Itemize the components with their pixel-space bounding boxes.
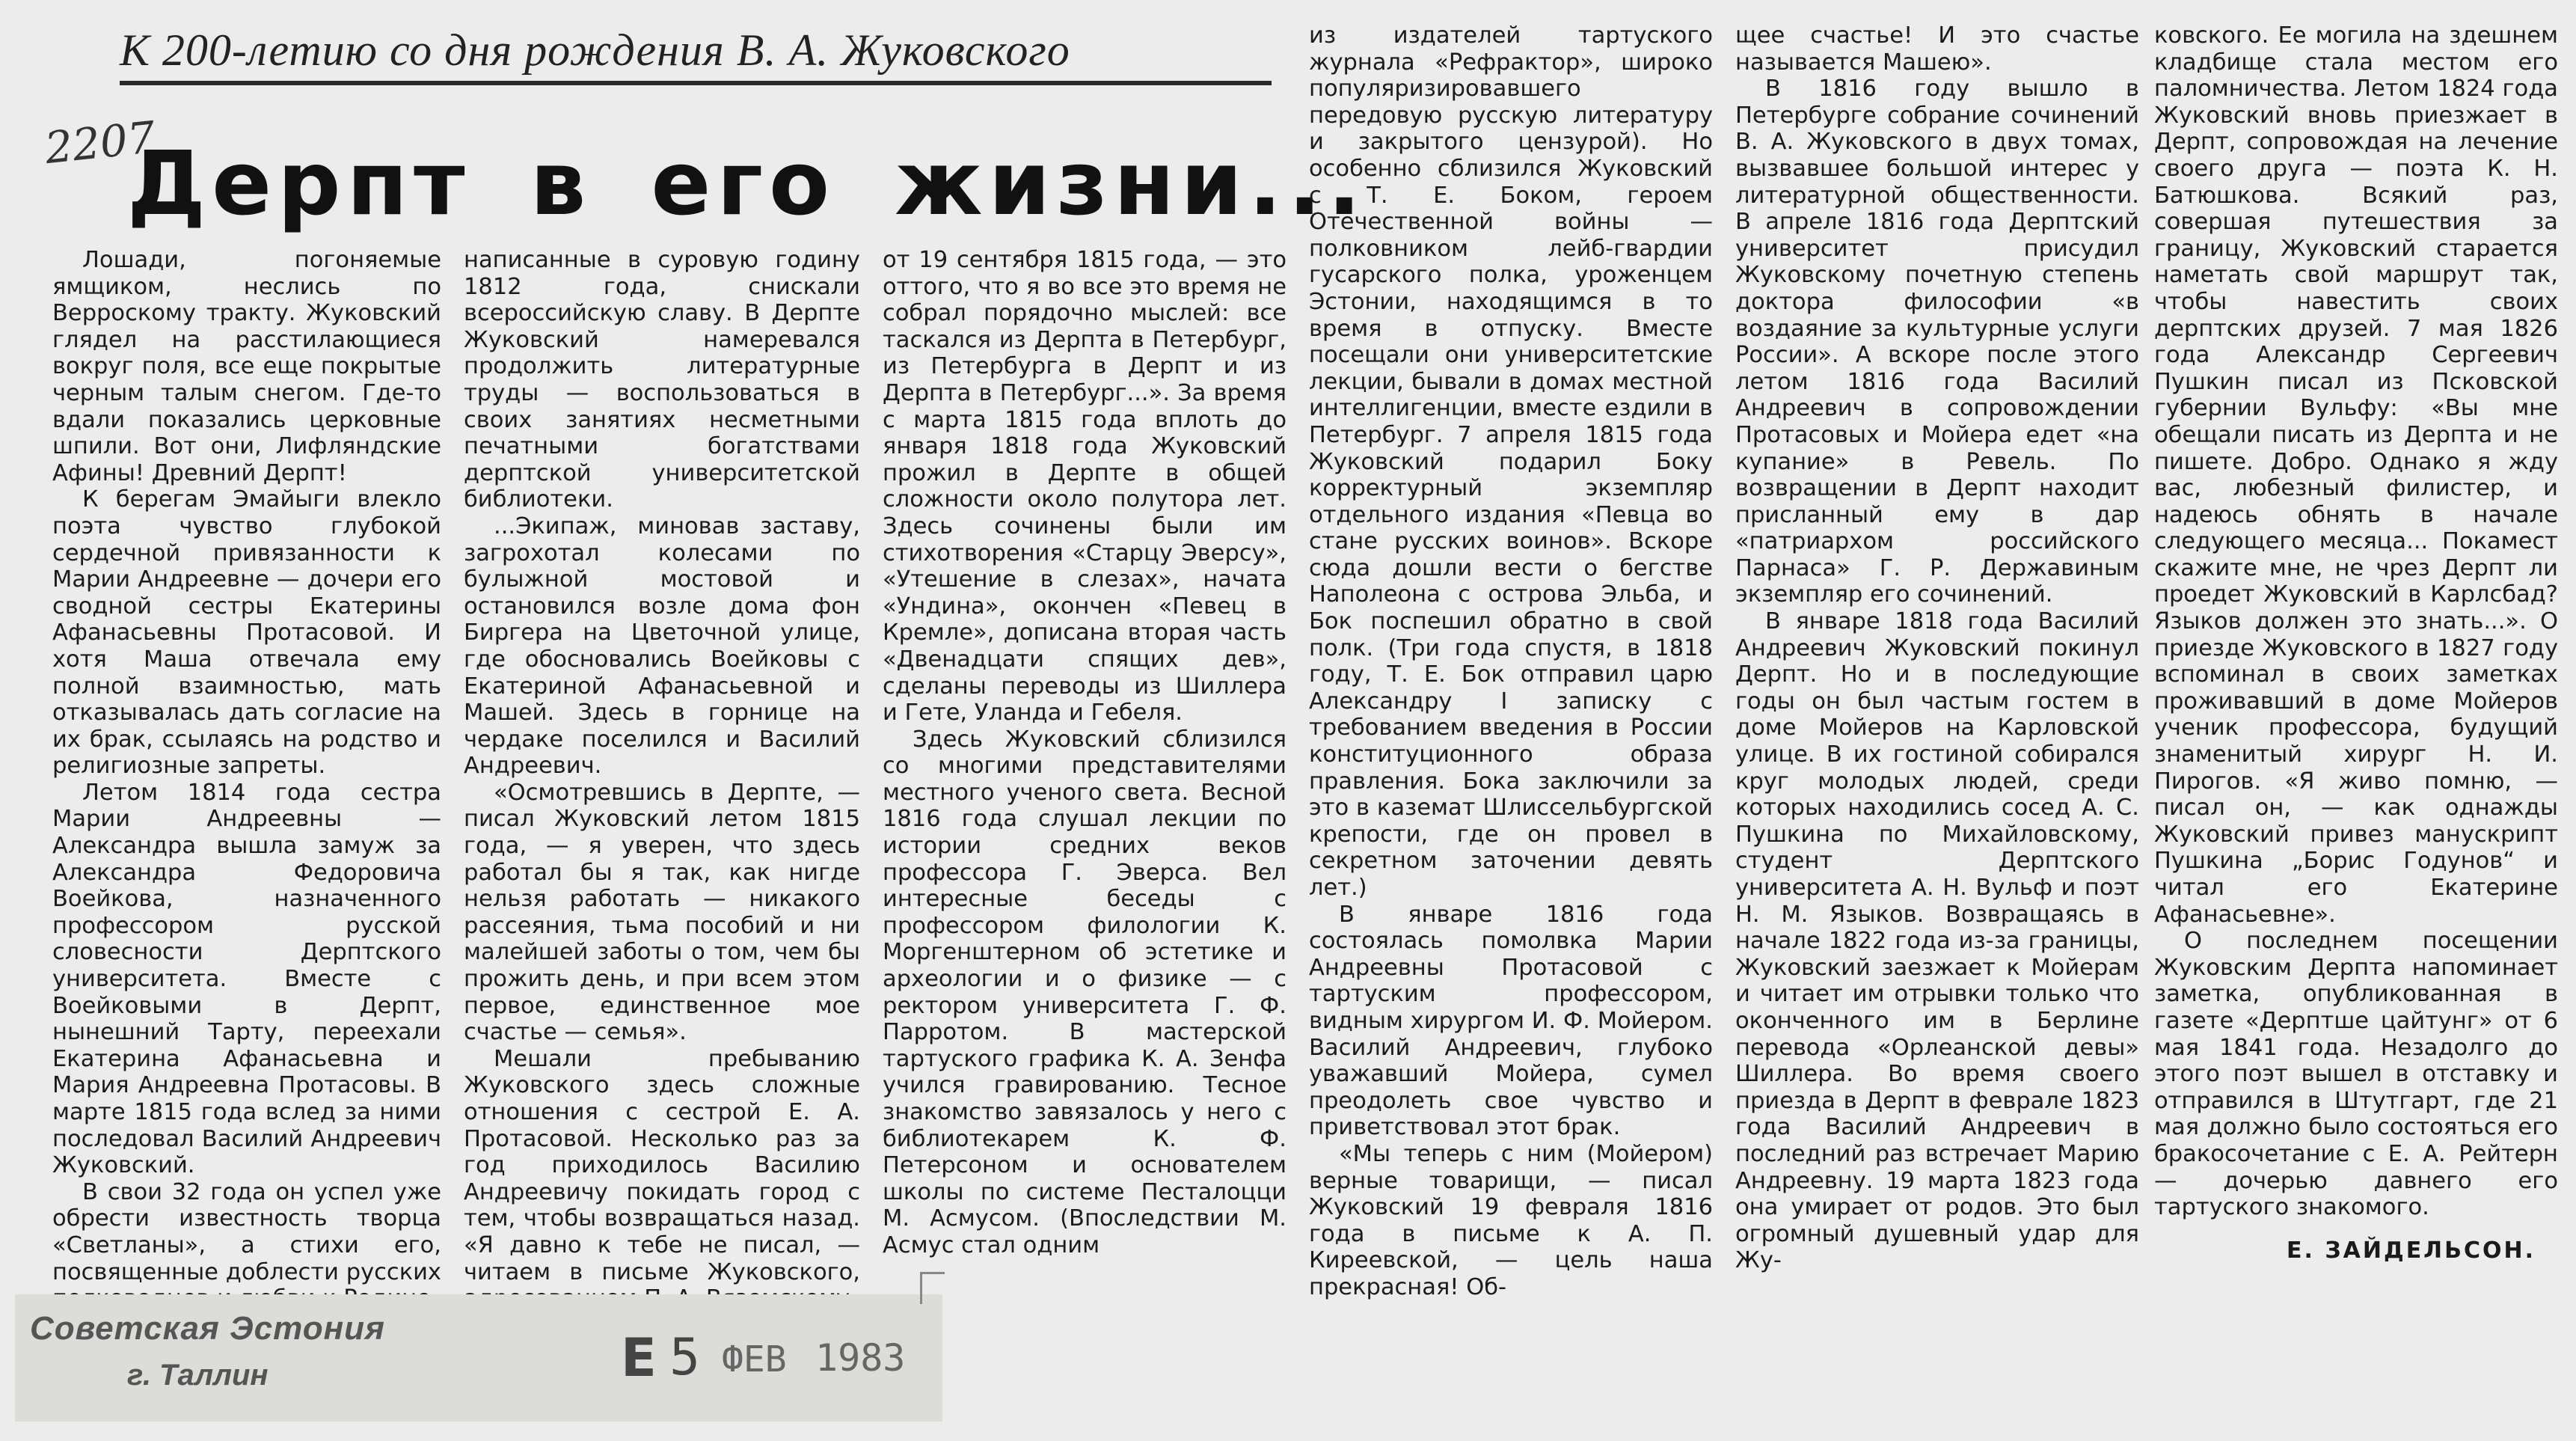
article-column-5 (1735, 22, 2139, 1274)
stamp-newspaper-name: Советская Эстония (30, 1310, 385, 1347)
kicker-rule (120, 81, 1272, 85)
stamp-day: 5 (669, 1328, 700, 1387)
paragraph: К берегам Эмайыги влекло поэта чувство глубокой сердечной привязанности к Марии Андреевне — дочери его сводной сестры Екатерины Афанасьевны Протасовой. И хотя Маша отвечала ему полной взаимностью, мать отказывалась дать согласие на их брак, ссылаясь на родство и религиозные запреты. (52, 486, 441, 780)
paragraph: от 19 сентября 1815 года, — это оттого, что я во все это время не собрал порядочно мыслей: все таскался из Дерпта в Петербург, из Петербурга в Дерпт и из Дерпта в Петербург...». За время с марта 1815 года вплоть до января 1818 года Жуковский прожил в Дерпте в общей сложности около полутора лет. Здесь сочинены были им стихотворения «Старцу Эверсу», «Утешение в слезах», начата «Ундина», окончен «Певец в Кремле», дописана вторая часть «Двенадцати спящих дев», сделаны переводы из Шиллера и Гете, Уланда и Гебеля. (883, 247, 1287, 726)
stamp-year: 1983 (815, 1336, 906, 1380)
paragraph: ...Экипаж, миновав заставу, загрохотал колесами по булыжной мостовой и остановился возле дома фон Биргера на Цветочной улице, где обосновались Воейковы с Екатериной Афанасьевной и Машей. Здесь в горнице на чердаке поселился и Василий Андреевич. (464, 513, 860, 780)
article-headline: Дерпт в его жизни... (127, 132, 1367, 235)
handwritten-archive-number: 2207 (42, 111, 158, 174)
paragraph: «Мы теперь с ним (Мойером) верные товарищи, — писал Жуковский 19 февраля 1816 года в письме к А. П. Киреевской, — цель наша прекрасная! Об- (1309, 1140, 1713, 1300)
article-column-6 (2154, 22, 2558, 1264)
article-column-3 (883, 247, 1287, 1264)
paragraph: написанные в суровую годину 1812 года, снискали всероссийскую славу. В Дерпте Жуковский намеревался продолжить литературные труды — воспользоваться в своих занятиях несметными печатными богатствами дерптской университетской библиотеки. (464, 247, 860, 513)
article-column-4 (1309, 22, 1713, 1300)
clipping-corner-edge (920, 1272, 945, 1304)
paragraph: «Осмотревшись в Дерпте, — писал Жуковский летом 1815 года, — я уверен, что здесь работал бы я так, как нигде нельзя работать — никакого рассеяния, тьма пособий и ни малейшей заботы о том, чем бы прожить день, и при всем этом первое, единственное мое счастье — семья». (464, 779, 860, 1046)
article-column-2 (464, 247, 860, 1285)
paragraph: В свои 32 года он успел уже обрести известность творца «Светланы», а стихи его, посвященные доблести русских (52, 1178, 441, 1285)
article-kicker: К 200-летию со дня рождения В. А. Жуковского (120, 25, 1070, 75)
paragraph: Летом 1814 года сестра Марии Андреевны — Александра вышла замуж за Александра Федоровича Воейкова, назначенного профессором русской словесности Дерптского университета. Вместе с Воейковыми в Дерпт, нынешний Тарту, переехали Екатерина Афанасьевна и Мария Андреевна Протасовы. В марте 1815 года вслед за ними последовал Василий Андреевич Жуковский. (52, 779, 441, 1179)
author-signature: Е. ЗАЙДЕЛЬСОН. (2287, 1237, 2536, 1264)
paragraph: О последнем посещении Жуковским Дерпта напоминает заметка, опубликованная в газете «Дерптше цайтунг» от 6 мая 1841 года. Незадолго до этого поэт вышел в отставку и отправился в Штутгарт, где 21 мая должно было состояться его бракосочетание с Е. А. Рейтерн — дочерью давнего его тартуского знакомого. (2154, 928, 2558, 1221)
paragraph: В январе 1816 года состоялась помолвка Марии Андреевны Протасовой с тартуским профессором, видным хирургом И. Ф. Мойером. Василий Андреевич, глубоко уважавший Мойера, сумел преодолеть свое чувство и приветствовал этот брак. (1309, 901, 1713, 1141)
paragraph: из издателей тартуского журнала «Рефрактор», широко популяризировавшего передовую русскую литературу и закрытого цензурой). Но особенно сблизился Жуковский с Т. Е. Боком, героем Отечественной войны — полковником лейб-гвардии гусарского полка, уроженцем Эстонии, находящимся в то время в отпуску. Вместе посещали они университетские лекции, бывали в домах местной интеллигенции, вместе ездили в Петербург. 7 апреля 1815 года Жуковский подарил Боку корректурный экземпляр отдельного издания «Певца во стане русских воинов». Вскоре сюда дошли вести о бегстве Наполеона с острова Эльба, и Бок поспешил обратно в свой полк. (Три года спустя, в 1818 году, Т. Е. Бок отправил царю Александру I записку с требованием введения в России конституционного образа правления. Бока заключили за это в каземат Шлиссельбургской крепости, где он провел в секретном заточении девять лет.) (1309, 22, 1713, 901)
paragraph: Лошади, погоняемые ямщиком, неслись по Верроскому тракту. Жуковский глядел на расстилающиеся вокруг поля, все еще покрытые черным талым снегом. Где-то вдали показались церковные шпили. Вот они, Лифляндские Афины! Древний Дерпт! (52, 247, 441, 486)
stamp-city: г. Таллин (127, 1359, 269, 1392)
paragraph: щее счастье! И это счастье называется Машею». (1735, 22, 2139, 76)
stamp-mark: Е (621, 1327, 657, 1389)
paragraph: В 1816 году вышло в Петербурге собрание сочинений В. А. Жуковского в двух томах, вызвавшее большой интерес у литературной общественности. В апреле 1816 года Дерптский университет присудил Жуковскому почетную степень доктора философии «в воздаяние за культурные услуги России». А вскоре после этого летом 1816 года Василий Андреевич в сопровождении Протасовых и Мойера едет «на купание» в Ревель. По возвращении в Дерпт находит присланный ему в дар «патриархом российского Парнаса» Г. Р. Державиным экземпляр его сочинений. (1735, 76, 2139, 608)
paragraph: ковского. Ее могила на здешнем кладбище стала местом его паломничества. Летом 1824 года Жуковский вновь приезжает в Дерпт, сопровождая на лечение своего друга — поэта К. Н. Батюшкова. Всякий раз, совершая путешествия за границу, Жуковский старается наметать свой маршрут так, чтобы навестить своих дерптских друзей. 7 мая 1826 года Александр Сергеевич Пушкин писал из Псковской губернии Вульфу: «Вы мне обещали писать из Дерпта и не пишете. Добро. Однако я жду вас, любезный филистер, и надеюсь обнять в начале следующего месяца... Покамест скажите мне, не чрез Дерпт ли проедет Жуковский в Карлсбад? Языков должен это знать...». О приезде Жуковского в 1827 году вспоминал в своих заметках проживавший в доме Мойеров ученик профессора, будущий знаменитый хирург Н. И. Пирогов. «Я живо помню, — писал он, — как однажды Жуковский привез манускрипт Пушкина „Борис Годунов“ и читал его Екатерине Афанасьевне». (2154, 22, 2558, 928)
stamp-month: ФЕВ (722, 1338, 787, 1380)
paragraph: Мешали пребыванию Жуковского здесь сложные отношения с сестрой Е. А. Протасовой. Несколько раз за год приходилось Василию Андреевичу покидать город с тем, чтобы возвращаться назад. «Я давно к тебе не писал, — читаем в письме Жуковского, (464, 1045, 860, 1285)
paragraph: В январе 1818 года Василий Андреевич Жуковский покинул Дерпт. Но и в последующие годы он был частым гостем в доме Мойеров на Карловской улице. В их гостиной собирался круг молодых людей, среди которых находились сосед А. С. Пушкина по Михайловскому, студент Дерптского университета А. Н. Вульф и поэт Н. М. Языков. Возвращаясь в начале 1822 года из-за границы, Жуковский заезжает к Мойерам и читает им отрывки только что оконченного им в Берлине перевода «Орлеанской девы» Шиллера. Во время своего приезда в Дерпт в феврале 1823 года Василий Андреевич в последний раз встречает Марию Андреевну. 19 марта 1823 года она умирает от родов. Это был огромный душевный удар для Жу- (1735, 608, 2139, 1274)
paragraph: Здесь Жуковский сблизился со многими представителями местного ученого света. Весной 1816 года слушал лекции по истории средних веков профессора Г. Эверса. Вел интересные беседы с профессором филологии К. Моргенштерном об эстетике и археологии и о физике — с ректором университета Г. Ф. Парротом. В мастерской тартуского графика К. А. Зенфа учился гравированию. Тесное знакомство завязалось у него с библиотекарем К. Ф. Петерсоном и основателем школы по системе Песталоцци М. Асмусом. (Впоследствии М. Асмус стал одним (883, 726, 1287, 1258)
article-column-1 (52, 247, 441, 1285)
